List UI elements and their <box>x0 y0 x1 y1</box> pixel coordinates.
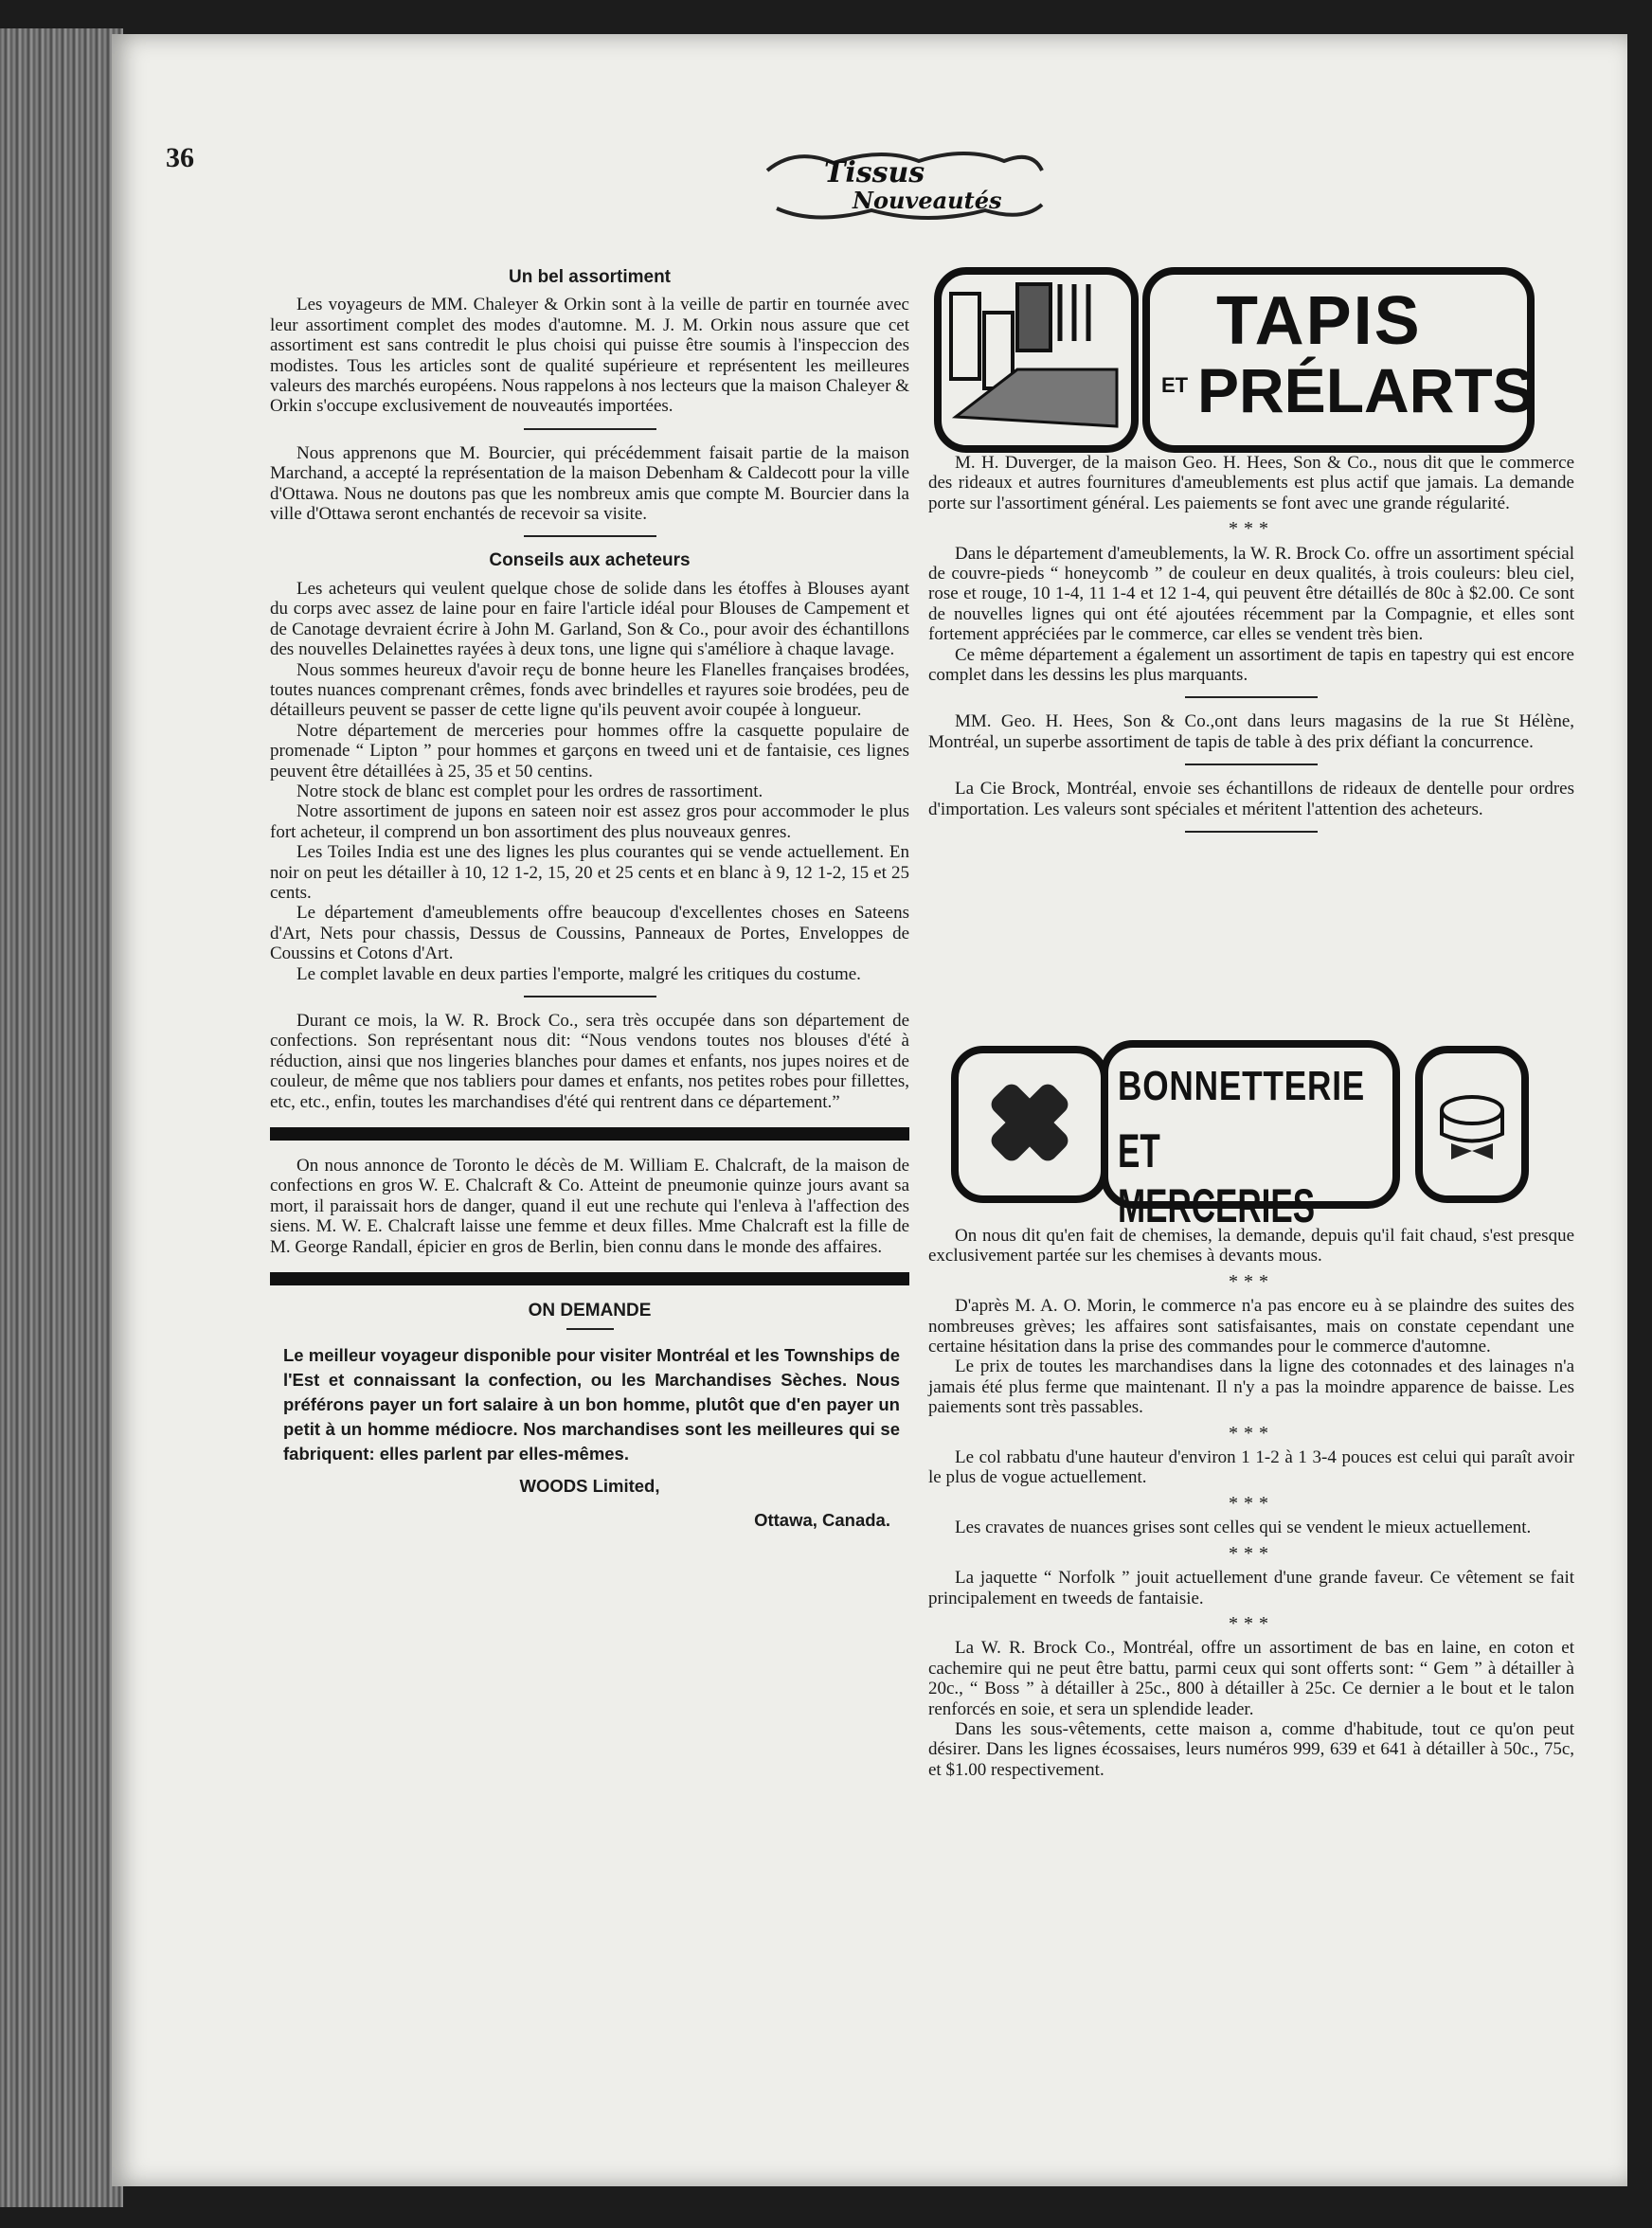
paragraph: On nous dit qu'en fait de chemises, la demande, depuis qu'il fait chaud, s'est presque exclusivement partée sur les chemises à devants mous. <box>928 1226 1574 1267</box>
banner-bonnetterie-collar <box>1415 1046 1529 1203</box>
right-column-bottom <box>928 1226 1574 1780</box>
banner-bonnetterie-line2: ET MERCERIES <box>1118 1124 1316 1232</box>
paragraph: Les Toiles India est une des lignes les plus courantes qui se vende actuellement. En noir on peut les détailler à 10, 12 1-2, 15, 20 et 25 cents et en blanc à 9, 12 1-2, 15 et 25 cents. <box>270 842 909 903</box>
banner-tapis-title-box <box>1142 267 1535 453</box>
paragraph: Nous apprenons que M. Bourcier, qui précédemment faisait partie de la maison Marchand, a accepté la représentation de la maison Debenham & Caldecott pour la ville d'Ottawa. Nous ne doutons pas que les nombreux amis que compte M. Bourcier dans la ville d'Ottawa seront enchantés de recevoir sa visite. <box>270 442 909 525</box>
paragraph: Ce même département a également un assortiment de tapis en tapestry qui est encore complet dans les dessins les plus marquants. <box>928 644 1574 686</box>
divider <box>524 535 656 537</box>
paragraph: Notre stock de blanc est complet pour les ordres de rassortiment. <box>296 781 763 801</box>
paragraph: D'après M. A. O. Morin, le commerce n'a pas encore eu à se plaindre des suites des nombreuses grèves; les affaires sont satisfaisantes, mais on constate cependant une certaine hésitation dans la prise des commandes pour le commerce d'automne. <box>928 1296 1574 1357</box>
stars-separator: *** <box>1229 518 1274 540</box>
banner-bonnetterie-line1: BONNETTERIE <box>1118 1063 1366 1109</box>
crossed-gloves-icon <box>959 1053 1101 1195</box>
banner-bonnetterie <box>951 1046 1108 1203</box>
masthead-logo <box>758 142 1051 227</box>
ad-city: Ottawa, Canada. <box>754 1509 890 1530</box>
paragraph: Les acheteurs qui veulent quelque chose de solide dans les étoffes à Blouses ayant du corps avec assez de laine pour en faire l'article idéal pour Blouses de Campement et de Canotage devraient écrire à John M. Garland, Son & Co., pour avoir des échantillons des nouvelles Delainettes rayées à deux tons, une ligne qui s'améliore à chaque lavage. <box>270 578 909 660</box>
stars-separator: *** <box>1229 1270 1274 1292</box>
paragraph: La W. R. Brock Co., Montréal, offre un assortiment de bas en laine, en coton et cachemire qui ne peut être battu, parmi ceux qui sont offerts sont: “ Gem ” à détailler à 20c., “ Boss ” à détailler à 25c., 800 à détailler à 25c. Ce dernier a le bout et le talon renforcés en soie, et sera un splendide leader. <box>928 1638 1574 1719</box>
ad-company: WOODS Limited, <box>519 1476 660 1497</box>
left-column <box>270 267 909 1530</box>
divider <box>524 996 656 997</box>
paragraph: Le complet lavable en deux parties l'emporte, malgré les critiques du costume. <box>296 963 861 984</box>
ad-text: Le meilleur voyageur disponible pour visiter Montréal et les Townships de l'Est et connaissant la confection, ou les Marchandises Sèches. Nous préférons payer un fort salaire à un bon homme, plutôt que d'en payer un petit à un homme médiocre. Nos marchandises sont les meilleures qui se fabriquent: elles parlent par elles-mêmes. <box>283 1345 900 1464</box>
divider <box>1185 831 1318 833</box>
banner-bonnetterie-title-box <box>1101 1040 1400 1232</box>
paragraph: Dans les sous-vêtements, cette maison a, comme d'habitude, tout ce qu'on peut désirer. Dans les lignes écossaises, leurs numéros 999, 639 et 641 à détailler à 50c., 75c, et $1.00 respectivement. <box>928 1718 1574 1780</box>
ad-heading: ON DEMANDE <box>528 1301 652 1321</box>
masthead-line1: Tissus <box>824 156 925 189</box>
paragraph: Les cravates de nuances grises sont celles qui se vendent le mieux actuellement. <box>955 1518 1532 1538</box>
paragraph: Les voyageurs de MM. Chaleyer & Orkin sont à la veille de partir en tournée avec leur assortiment complet des modes d'automne. M. J. M. Orkin nous assure que cet assortiment est sans contredit le plus choisi qui puisse être soumis à l'inspeccion des modistes. Tous les articles sont de qualité supérieure et représentent les meilleures valeurs des marchés européens. Nous rappelons à nos lecteurs que la maison Chaleyer & Orkin s'occupe exclusivement de nouveautés importées. <box>270 295 909 417</box>
stars-separator: *** <box>1229 1422 1274 1444</box>
paragraph: Dans le département d'ameublements, la W. R. Brock Co. offre un assortiment spécial de couvre-pieds “ honeycomb ” de couleur en deux qualités, à trois couleurs: bleu ciel, rose et rouge, 10 1-4, 11 1-4 et 12 1-4, qui peuvent être détaillés de 80c à $2.00. Ce sont de nouvelles lignes qui ont été ajoutées récemment par la Compagnie, et elles sont fortement appréciées par le commerce, car elles se vendent très bien. <box>928 543 1574 645</box>
masthead-line2: Nouveautés <box>853 187 1002 214</box>
paragraph: La jaquette “ Norfolk ” jouit actuellement d'une grande faveur. Ce vêtement se fait principalement en tweeds de fantaisie. <box>928 1568 1574 1608</box>
carpet-rolls-icon <box>942 275 1131 445</box>
thick-divider <box>270 1272 909 1285</box>
section-heading-assortiment: Un bel assortiment <box>508 267 672 287</box>
paragraph: Nous sommes heureux d'avoir reçu de bonne heure les Flanelles françaises brodées, toutes nuances comprenant crêmes, fonds avec brindelles et rayures soie brodées, peu de détailleurs peuvent se passer de cette ligne qu'ils peuvent avoir coupée à longueur. <box>270 659 909 721</box>
section-heading-conseils: Conseils aux acheteurs <box>489 550 691 571</box>
paragraph: La Cie Brock, Montréal, envoie ses échantillons de rideaux de dentelle pour ordres d'importation. Les valeurs sont spéciales et méritent l'attention des acheteurs. <box>928 779 1574 819</box>
paragraph: Le département d'ameublements offre beaucoup d'excellentes choses en Sateens d'Art, Nets pour chassis, Dessus de Coussins, Panneaux de Portes, Enveloppes de Coussins et Cotons d'Art. <box>270 903 909 964</box>
thick-divider <box>270 1127 909 1141</box>
right-column-top <box>928 453 1574 846</box>
paragraph: Notre assortiment de jupons en sateen noir est assez gros pour accommoder le plus fort acheteur, il comprend un bon assortiment des plus nouveaux genres. <box>270 801 909 842</box>
banner-tapis-et: ET <box>1161 373 1189 397</box>
paragraph: M. H. Duverger, de la maison Geo. H. Hees, Son & Co., nous dit que le commerce des rideaux et autres fournitures d'ameublements est plus actif que jamais. La demande porte sur l'assortiment général. Les paiements se font avec une grande régularité. <box>928 453 1574 513</box>
divider <box>566 1328 614 1330</box>
paragraph: Notre département de merceries pour hommes offre la casquette populaire de promenade “ Lipton ” pour hommes et garçons en tweed uni et de fantaisie, ces lignes peuvent être détaillées à 25, 35 et 50 centins. <box>270 720 909 782</box>
collar-bowtie-icon <box>1423 1053 1521 1195</box>
book-spine-edge <box>0 28 123 2207</box>
banner-tapis-line1: TAPIS <box>1216 283 1422 359</box>
paragraph: MM. Geo. H. Hees, Son & Co.,ont dans leurs magasins de la rue St Hélène, Montréal, un superbe assortiment de tapis de table à des prix défiant la concurrence. <box>928 711 1574 752</box>
paragraph: Le prix de toutes les marchandises dans la ligne des cotonnades et des lainages n'a jamais été plus ferme que maintenant. Il n'y a pas la moindre apparence de baisse. Les paiements sont très passables. <box>928 1357 1574 1418</box>
divider <box>1185 696 1318 698</box>
paragraph: Durant ce mois, la W. R. Brock Co., sera très occupée dans son département de confections. Son représentant nous dit: “Nous vendons toutes nos blouses d'été à réduction, ainsi que nos lingeries blanches pour dames et enfants, nos jupes noires et de couleur, de même que nos tabliers pour dames et enfants, nos petites robes pour fillettes, etc, etc., enfin, toutes les marchandises d'été qui rentrent dans ce département.” <box>270 1011 909 1112</box>
banner-tapis-line2: PRÉLARTS <box>1197 355 1535 425</box>
stars-separator: *** <box>1229 1492 1274 1514</box>
divider <box>524 428 656 430</box>
paragraph: Le col rabbatu d'une hauteur d'environ 1 1-2 à 1 3-4 pouces est celui qui paraît avoir le plus de vogue actuellement. <box>928 1447 1574 1488</box>
stars-separator: *** <box>1229 1542 1274 1564</box>
banner-tapis-prelarts <box>934 267 1139 453</box>
page-number: 36 <box>166 142 194 173</box>
paragraph: On nous annonce de Toronto le décès de M. William E. Chalcraft, de la maison de confections en gros W. E. Chalcraft & Co. Atteint de pneumonie quinze jours avant sa mort, il paraissait hors de danger, quand il eut une rechute qui l'enleva à l'affection des siens. M. W. E. Chalcraft laisse une femme et deux filles. Mme Chalcraft est la fille de M. George Randall, épicier en gros de Berlin, bien connu dans le monde des affaires. <box>270 1156 909 1257</box>
divider <box>1185 764 1318 765</box>
stars-separator: *** <box>1229 1612 1274 1634</box>
